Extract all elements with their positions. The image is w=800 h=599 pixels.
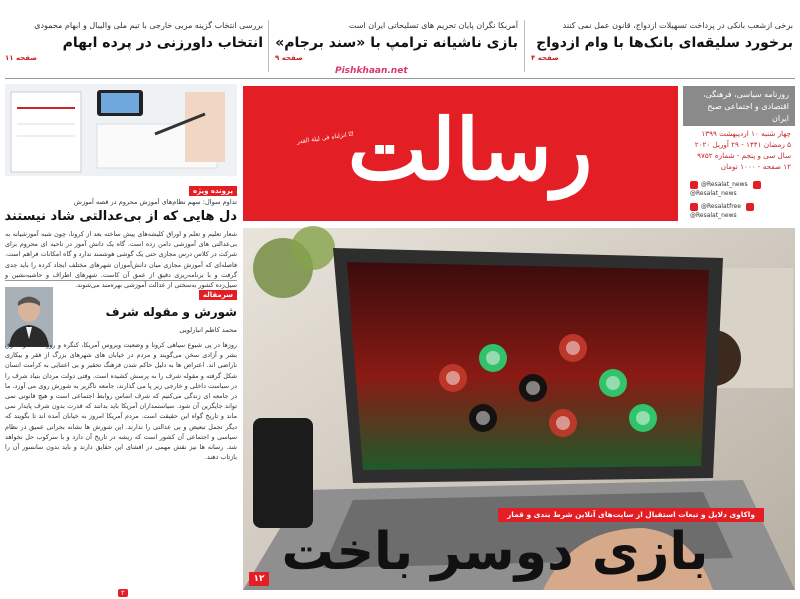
editorial-page	[118, 580, 128, 599]
twitter-icon	[690, 181, 698, 189]
teaser-right[interactable]	[531, 20, 793, 72]
telegram-icon	[690, 203, 698, 211]
issue-info	[683, 128, 795, 220]
masthead-logo: رسالت	[347, 100, 593, 199]
section-label: پرونده ویژه	[189, 186, 237, 196]
teaser-headline[interactable]: برخورد سلیقه‌ای بانک‌ها با وام ازدواج	[536, 35, 793, 51]
instagram-icon	[753, 181, 761, 189]
teaser-kicker: برخی ازشعب بانکی در پرداخت تسهیلات ازدواج، قانون عمل نمی کنند	[562, 21, 793, 30]
paper-tagline: روزنامه سیاسی، فرهنگی، اقتصادی و اجتماعی صبح ایران	[683, 86, 795, 126]
teaser-left[interactable]	[5, 20, 263, 72]
issue-date: چهار شنبه ۱۰ اردیبهشت ۱۳۹۹	[701, 129, 791, 138]
left-top-story[interactable]	[5, 178, 237, 288]
author-portrait	[5, 287, 53, 347]
editorial[interactable]	[58, 282, 237, 340]
teaser-page: صفحه ۱۱	[5, 54, 38, 62]
aparat-icon	[746, 203, 754, 211]
divider	[5, 280, 237, 281]
editorial-title[interactable]: شورش و مقوله شرف	[105, 305, 237, 319]
section-label: سرمقاله	[199, 290, 237, 300]
social-handle[interactable]: @Resalat_news	[690, 212, 737, 219]
teaser-center[interactable]	[275, 20, 518, 72]
teaser-page: صفحه ۹	[275, 54, 303, 62]
main-story-headline[interactable]: بازی دوسر باخت	[281, 522, 709, 582]
student-phone-illustration	[5, 84, 237, 176]
issue-price: ۱۲ صفحه - ۱۰۰۰ تومان	[720, 162, 791, 171]
teaser-kicker: بررسی انتخاب گزینه مربی خارجی با تیم ملی والیبال و ابهام محمودی	[34, 21, 263, 30]
teaser-headline[interactable]: بازی ناشیانه ترامپ با «سند برجام»	[275, 35, 518, 51]
education-photo	[5, 84, 237, 176]
page-reference: ۲	[118, 589, 128, 597]
social-links	[687, 180, 791, 220]
divider	[524, 20, 525, 72]
top-rule	[5, 78, 795, 79]
issue-date-alt: ۵ رمضان ۱۴۴۱ - ۲۹ آوریل ۲۰۲۰	[694, 140, 791, 149]
story-title[interactable]: دل هایی که از بی‌عدالتی شاد نیستند	[4, 209, 237, 224]
author-photo	[5, 287, 53, 347]
story-kicker: تداوم سوال: سهم نظام‌های آموزش محروم در قصه آموزش	[73, 198, 237, 206]
divider	[268, 20, 269, 72]
issue-volume: سال سی و پنجم - شماره ۹۷۵۲	[697, 151, 791, 160]
watermark: Pishkhaan.net	[335, 66, 408, 76]
editorial-body: روزها در پی شیوع سیاهی کرونا و وضعیت ویروس آمریکا، کنگره و روزنامه‌ها از حقوق بشر و آزادی سخن می‌گویند و مردم در خیابان های شهرهای بزرگ از فقر و بیکاری ناراضی اند. اعتراض ها به دلیل حاکم شدن فرهنگ تحقیر و بی اعتنایی به کرامت انسان شکل گرفته و مقوله شرف را به پرسش کشیده است. وقتی دولت مردان بنیاد شرف را در سیاست داخلی و خارجی زیر پا می گذارند، جامعه ناگزیر به شورش روی می آورد. ما در جامعه ای زندگی می‌کنیم که شرف اساس روابط اجتماعی است و هیچ قانونی نمی تواند جایگزین آن شود. سیاستمداران آمریکا باید بدانند که قدرت بدون شرف پایدار نمی ماند و تاریخ گواه این حقیقت است. مردم آمریکا امروز به خیابان آمده اند تا بگویند که دیگر تحمل تبعیض و بی عدالتی را ندارند. این شورش ها نشانه بحرانی عمیق در نظام سیاسی و اجتماعی آن کشور است که ریشه در تاریخ آن دارد و با سرکوب حل نخواهد شد. رسانه ها نیز نقش مهمی در افشای این حقایق دارند و باید بدون سانسور آن را بازتاب دهند.	[5, 341, 237, 462]
teaser-page: صفحه ۴	[531, 54, 559, 62]
masthead-slogan: انّا انزلناه فی لیلة القدر	[296, 130, 355, 146]
editorial-author: محمد کاظم انبارلویی	[179, 326, 237, 334]
story-body: شعار تعلیم و تعلم و اوراق کلیشه‌های پیش ساخته بعد از کرونا، چون شبه آموزشیانه به بی‌عدالتی های آموزشی دامن زده است. گاه یک دانش آموز در ناحیه ای محروم برای شرکت در کلاس درس مجازی حتی یک گوشی هوشمند ندارد و گاه امکانات فراهم است. فاصله‌ای که آموزش مجازی میان دانش‌آموزان شهرهای مختلف ایجاد کرده را باید جدی گرفت و با برنامه‌ریزی دقیق از عمق آن کاست. شهرهای اطراف و حاشیه‌نشین و سیل‌زده کشور به‌سختی از عدالت آموزشی بهره‌مند می‌شوند.	[5, 230, 237, 290]
social-handle[interactable]: @Resalatfree	[701, 203, 741, 210]
teaser-kicker: آمریکا نگران پایان تحریم های تسلیحاتی ایران است	[348, 21, 518, 30]
teaser-headline[interactable]: انتخاب داورزنی در پرده ابهام	[62, 35, 263, 51]
main-story-kicker: واکاوی دلایل و تبعات استقبال از سایت‌های آنلاین شرط بندی و قمار	[498, 508, 764, 522]
main-story-page: ۱۲	[249, 572, 269, 586]
social-handle[interactable]: @Resalat_news	[690, 190, 737, 197]
social-handle[interactable]: @Resalat_news	[701, 181, 748, 188]
